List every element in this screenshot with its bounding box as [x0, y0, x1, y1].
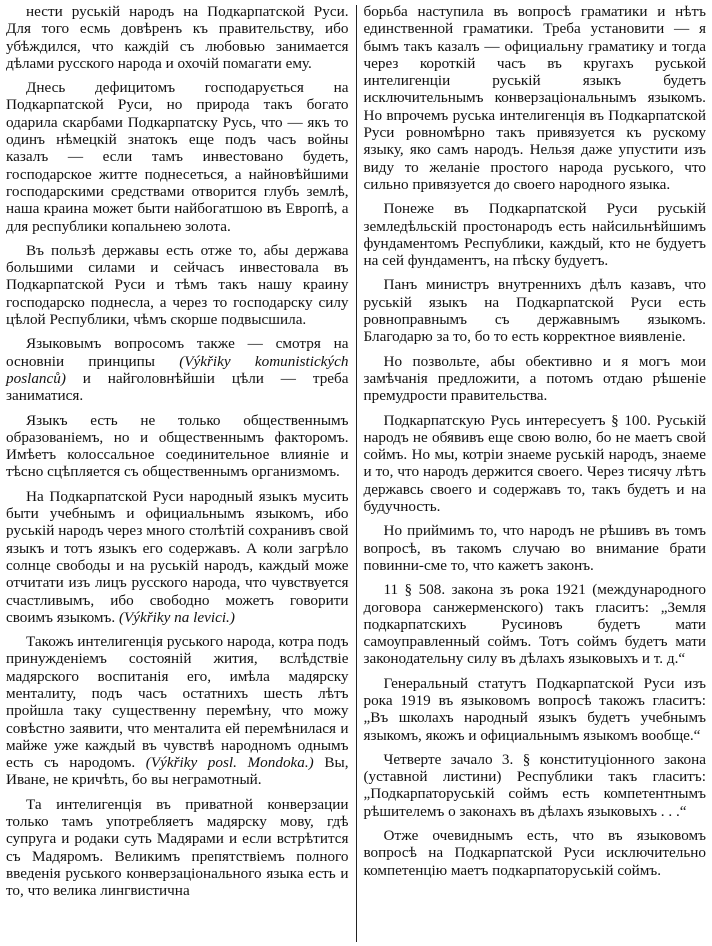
paragraph [6, 412, 349, 481]
paragraph [363, 581, 706, 667]
paragraph [363, 276, 706, 345]
left-column [6, 3, 356, 946]
paragraph [363, 675, 706, 744]
text-segment: Языковымъ вопросомъ также — смотря на основніи принципы [6, 335, 349, 370]
paragraph [6, 3, 349, 72]
text-segment: Понеже въ Подкарпатской Руси руській земледѣльскій простонародъ есть найсильнѣйшимъ фундаментомъ Республики, каждый, кто не будуетъ на сей фундаментъ, на пѣску будуетъ. [363, 200, 706, 270]
text-segment: нести руській народъ на Подкарпатской Руси. Для того есмь довѣренъ къ правительству, ибо убѣждился, что каждій съ любовью занимается дѣлами русского народа и охочій помагати ему. [6, 3, 349, 72]
interjection-text: (Výkřiky posl. Mondoka.) [145, 754, 314, 772]
paragraph [363, 827, 706, 879]
text-segment: Въ пользѣ державы есть отже то, абы держава большими силами и сейчасъ инвестовала въ Подкарпатской Руси и тѣмъ такъ нашу краину господарско поднесла, а через то господарску силу цѣлой Республики, чѣмъ скорше подвысшила. [6, 241, 349, 329]
paragraph [363, 200, 706, 269]
paragraph [6, 79, 349, 235]
text-segment: Но позвольте, абы обективно и я могъ мои замѣчанія предложити, а потомъ отдаю рѣшеніе премудрости правительства. [363, 352, 706, 405]
text-segment: Вы, Иване, не кричѣть, бо вы неграмотный. [6, 754, 349, 789]
paragraph [363, 353, 706, 405]
right-column [356, 3, 706, 946]
text-segment: Но приймимъ то, что народъ не рѣшивъ въ томъ вопросѣ, въ такомъ случаю во внимание брати повинни-сме то, что кажетъ законъ. [363, 522, 706, 574]
text-segment: Такожъ интелигенція руського народа, котра подъ принужденіемъ состояній жития, вслѣдствіе мадярского воспитанія его, имѣла мадярску менталиту, подъ часъ остатнихъ шесть лѣтъ пройшла таку существенну перемѣну, что можу совѣстно заявити, что менталита ей перемѣнилася и майже уже каждый въ чувствѣ народномъ однымъ есть съ народомъ. [6, 633, 349, 772]
two-column-layout [6, 3, 706, 946]
text-segment: На Подкарпатской Руси народный языкъ мусить быти учебнымъ и официальнымъ языкомъ, ибо руській народъ через много столѣтій сохранивъ свой языкъ и тотъ языкъ его содержавъ. А коли загрѣло солнце свободы и на руській народъ, каждый може отчитати изъ лицъ русского народа, что чувствуется счастливымъ, ибо свободно можетъ говорити своимъ языкомъ. [6, 487, 349, 626]
interjection-text: (Výkřiky komunistických poslanců) [6, 352, 349, 387]
paragraph [6, 242, 349, 328]
paragraph [363, 751, 706, 820]
paragraph [6, 335, 349, 404]
paragraph [6, 488, 349, 626]
paragraph [6, 796, 349, 900]
text-segment: борьба наступила въ вопросѣ граматики и нѣтъ единственной граматики. Треба установити — я бымъ такъ казалъ — официальну граматику и тогда через короткій часъ въ кругахъ руськой интелигенціи руській языкъ будетъ исключительнымъ конверзаціональнымъ языкомъ. Но впрочемъ руська интелигенція въ Подкарпатской Руси ровномѣрно такъ привязуется къ рускому языку, яко самъ народъ. Нельзя даже упустити изъ виду то желаніе простого народа руського, что сильно привязуется до своего народного языка. [363, 3, 706, 193]
text-segment: Та интелигенція въ приватной конверзации только тамъ употребляетъ мадярску мову, гдѣ супруга и родаки суть Мадярами и если встрѣтится съ Мадяромъ. Великимъ препятствіемъ полного введенія руського конверзаціонального языка есть и то, что велика лингвистична [6, 795, 349, 900]
text-segment: Отже очевиднымъ есть, что въ языковомъ вопросѣ на Подкарпатской Руси исключительно компетенцію маетъ подкарпаторуській соймъ. [363, 827, 706, 879]
paragraph [363, 3, 706, 193]
paragraph [363, 522, 706, 574]
text-segment: Панъ министръ внутреннихъ дѣлъ казавъ, что руській языкъ на Подкарпатской Руси есть ровноправнымъ съ державнымъ языкомъ. Благодарю за то, бо то есть корректное виявленіе. [363, 276, 706, 346]
text-segment: 11 § 508. закона зъ рока 1921 (международного договора санжерменского) такъ гласитъ: „Земля подкарпатскихъ Русиновъ будетъ мати самоуправленный соймъ. Тотъ соймъ будетъ мати законодательну силу въ дѣлахъ языковыхъ и т. д.“ [363, 581, 706, 668]
text-segment: Днесь дефицитомъ господарується на Подкарпатской Руси, но природа такъ богато одарила скарбами Подкарпатску Русь, что — якъ то одинъ нѣмецкій знатокъ еще подъ часъ войны казалъ — если тамъ инвестовано будеть, господарское житте поднесеться, а найновѣйшими господарскими средствами отворится глубъ землѣ, наша краина может быти найбогатшою въ Европѣ, а для республики копальнею золота. [6, 79, 349, 235]
text-segment: Четверте зачало 3. § конституціонного закона (уставной листини) Республики такъ гласитъ: „Подкарпаторуській соймъ есть компетентнымъ рѣшителемъ о законахъ въ дѣлахъ языковыхъ . . .“ [363, 750, 706, 820]
text-segment: Подкарпатскую Русь интересуетъ § 100. Руській народъ не обявивъ еще свою волю, бо не маетъ свой соймъ. Но мы, котріи знаеме руській народъ, знаеме и то, что народъ держится своего. Через тисячу лѣтъ державсь своего и содержавъ то, такъ будетъ и на будучность. [363, 411, 706, 516]
paragraph [6, 633, 349, 789]
text-segment: и найголовнѣйшіи цѣли — треба заниматися. [6, 369, 349, 405]
interjection-text: (Výkřiky na levici.) [118, 608, 235, 626]
text-segment: Генеральный статутъ Подкарпатской Руси изъ рока 1919 въ языковомъ вопросѣ такожъ гласитъ: „Въ школахъ народный языкъ будетъ учебнымъ языкомъ, якожъ и официальнымъ языкомъ вообще.“ [363, 674, 706, 744]
paragraph [363, 412, 706, 516]
text-segment: Языкъ есть не только общественнымъ образованіемъ, но и общественнымъ факторомъ. Имѣетъ колоссальное соединительное влияніе и тѣсно сцѣпляется съ общественнымъ организмомъ. [6, 411, 349, 481]
